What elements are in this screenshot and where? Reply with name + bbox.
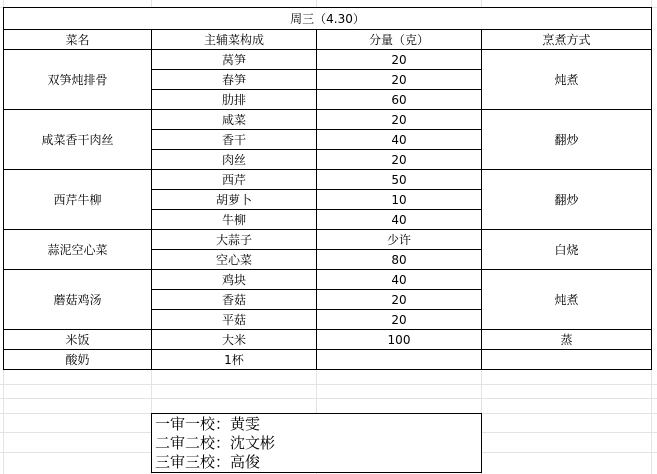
dish-name-cell[interactable]: 西芹牛柳 xyxy=(4,170,152,230)
title-row xyxy=(4,8,652,30)
amount-cell[interactable]: 40 xyxy=(317,270,482,290)
ingredient-cell[interactable]: 1杯 xyxy=(152,350,317,370)
method-cell[interactable]: 翻炒 xyxy=(482,170,652,230)
amount-cell[interactable] xyxy=(317,350,482,370)
header-amount[interactable]: 分量（克） xyxy=(317,30,482,50)
dish-name-cell[interactable]: 米饭 xyxy=(4,330,152,350)
dish-name-cell[interactable]: 蒜泥空心菜 xyxy=(4,230,152,270)
amount-cell[interactable]: 20 xyxy=(317,290,482,310)
ingredient-cell[interactable]: 肋排 xyxy=(152,90,317,110)
menu-table xyxy=(3,7,652,370)
gridline xyxy=(0,398,657,399)
amount-cell[interactable]: 20 xyxy=(317,70,482,90)
ingredient-cell[interactable]: 鸡块 xyxy=(152,270,317,290)
ingredient-cell[interactable]: 香菇 xyxy=(152,290,317,310)
amount-cell[interactable]: 80 xyxy=(317,250,482,270)
ingredient-cell[interactable]: 胡萝卜 xyxy=(152,190,317,210)
method-cell[interactable]: 白烧 xyxy=(482,230,652,270)
amount-cell[interactable]: 50 xyxy=(317,170,482,190)
header-dish[interactable]: 菜名 xyxy=(4,30,152,50)
amount-cell[interactable]: 20 xyxy=(317,150,482,170)
table-row xyxy=(4,50,652,70)
ingredient-cell[interactable]: 牛柳 xyxy=(152,210,317,230)
ingredient-cell[interactable]: 平菇 xyxy=(152,310,317,330)
header-method[interactable]: 烹煮方式 xyxy=(482,30,652,50)
amount-cell[interactable]: 40 xyxy=(317,210,482,230)
table-row xyxy=(4,170,652,190)
table-row xyxy=(4,110,652,130)
dish-name-cell[interactable]: 酸奶 xyxy=(4,350,152,370)
header-composition[interactable]: 主辅菜构成 xyxy=(152,30,317,50)
method-cell[interactable] xyxy=(482,350,652,370)
ingredient-cell[interactable]: 咸菜 xyxy=(152,110,317,130)
method-cell[interactable]: 翻炒 xyxy=(482,110,652,170)
ingredient-cell[interactable]: 莴笋 xyxy=(152,50,317,70)
header-row xyxy=(4,30,652,50)
amount-cell[interactable]: 少许 xyxy=(317,230,482,250)
amount-cell[interactable]: 40 xyxy=(317,130,482,150)
review-line-2: 二审二校：沈文彬 xyxy=(155,434,276,452)
review-line-3: 三审三校：高俊 xyxy=(155,453,261,471)
ingredient-cell[interactable]: 春笋 xyxy=(152,70,317,90)
method-cell[interactable]: 炖煮 xyxy=(482,50,652,110)
dish-name-cell[interactable]: 双笋炖排骨 xyxy=(4,50,152,110)
table-row xyxy=(4,230,652,250)
method-cell[interactable]: 蒸 xyxy=(482,330,652,350)
table-row xyxy=(4,270,652,290)
ingredient-cell[interactable]: 香干 xyxy=(152,130,317,150)
amount-cell[interactable]: 20 xyxy=(317,50,482,70)
review-line-1: 一审一校：黄雯 xyxy=(155,415,261,433)
amount-cell[interactable]: 20 xyxy=(317,110,482,130)
gridline xyxy=(0,384,657,385)
review-signature-box[interactable] xyxy=(151,413,482,473)
dish-name-cell[interactable]: 蘑菇鸡汤 xyxy=(4,270,152,330)
amount-cell[interactable]: 100 xyxy=(317,330,482,350)
ingredient-cell[interactable]: 空心菜 xyxy=(152,250,317,270)
dish-name-cell[interactable]: 咸菜香干肉丝 xyxy=(4,110,152,170)
menu-title[interactable]: 周三（4.30） xyxy=(4,8,652,30)
ingredient-cell[interactable]: 肉丝 xyxy=(152,150,317,170)
ingredient-cell[interactable]: 大蒜子 xyxy=(152,230,317,250)
method-cell[interactable]: 炖煮 xyxy=(482,270,652,330)
table-row xyxy=(4,350,652,370)
table-row xyxy=(4,330,652,350)
amount-cell[interactable]: 60 xyxy=(317,90,482,110)
amount-cell[interactable]: 10 xyxy=(317,190,482,210)
ingredient-cell[interactable]: 西芹 xyxy=(152,170,317,190)
amount-cell[interactable]: 20 xyxy=(317,310,482,330)
ingredient-cell[interactable]: 大米 xyxy=(152,330,317,350)
